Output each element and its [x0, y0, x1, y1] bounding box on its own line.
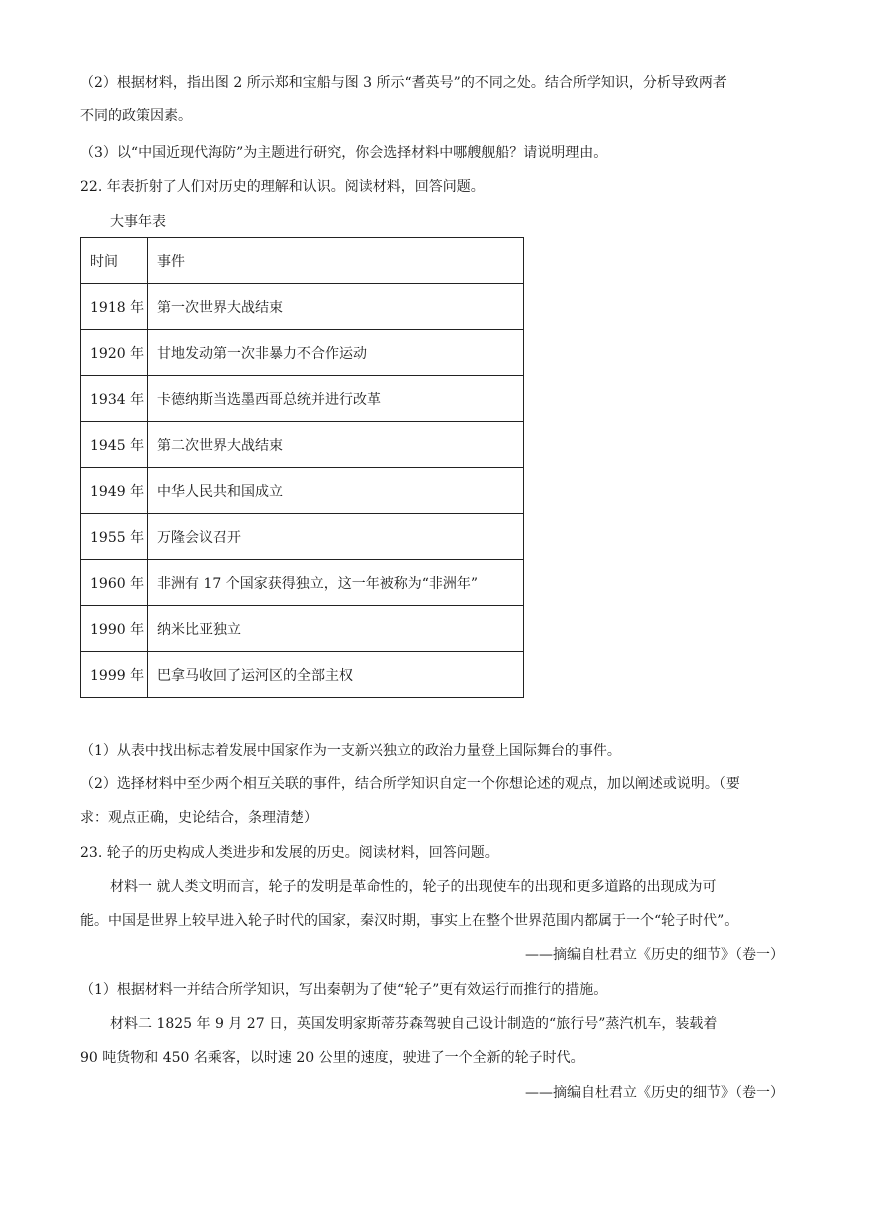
table-row	[81, 468, 524, 514]
table-header-row	[81, 238, 524, 284]
material1-source: ——摘编自杜君立《历史的细节》（卷一）	[525, 947, 784, 963]
q21-sub2-line2: 不同的政策因素。	[80, 108, 192, 124]
q22-intro: 22. 年表折射了人们对历史的理解和认识。阅读材料，回答问题。	[80, 179, 485, 195]
q22-sub2-line1: （2）选择材料中至少两个相互关联的事件，结合所学知识自定一个你想论述的观点，加以阐述或说明。（要	[80, 776, 740, 792]
row-year: 1999 年	[81, 652, 148, 698]
material2-line2: 90 吨货物和 450 名乘客，以时速 20 公里的速度，驶进了一个全新的轮子时代。	[80, 1050, 585, 1066]
row-year: 1960 年	[81, 560, 148, 606]
events-table	[80, 237, 524, 698]
table-row	[81, 422, 524, 468]
header-time: 时间	[81, 238, 148, 284]
material2-line1: 材料二 1825 年 9 月 27 日，英国发明家斯蒂芬森驾驶自己设计制造的“旅行号”蒸汽机车，装载着	[110, 1016, 718, 1032]
q22-sub1: （1）从表中找出标志着发展中国家作为一支新兴独立的政治力量登上国际舞台的事件。	[80, 743, 621, 759]
q23-sub1: （1）根据材料一并结合所学知识，写出秦朝为了使“轮子”更有效运行而推行的措施。	[80, 982, 608, 998]
row-event: 纳米比亚独立	[148, 606, 524, 652]
row-year: 1918 年	[81, 284, 148, 330]
material2-source: ——摘编自杜君立《历史的细节》（卷一）	[525, 1085, 784, 1101]
row-event: 甘地发动第一次非暴力不合作运动	[148, 330, 524, 376]
table-row	[81, 652, 524, 698]
material1-line2: 能。中国是世界上较早进入轮子时代的国家，秦汉时期，事实上在整个世界范围内都属于一个“轮子时代”。	[80, 913, 739, 929]
row-event: 巴拿马收回了运河区的全部主权	[148, 652, 524, 698]
row-event: 第二次世界大战结束	[148, 422, 524, 468]
header-event: 事件	[148, 238, 524, 284]
row-event: 万隆会议召开	[148, 514, 524, 560]
table-row	[81, 560, 524, 606]
row-event: 卡德纳斯当选墨西哥总统并进行改革	[148, 376, 524, 422]
table-row	[81, 376, 524, 422]
row-year: 1949 年	[81, 468, 148, 514]
row-year: 1920 年	[81, 330, 148, 376]
table-row	[81, 330, 524, 376]
q21-sub2-line1: （2）根据材料，指出图 2 所示郑和宝船与图 3 所示“耆英号”的不同之处。结合所学知识，分析导致两者	[80, 75, 727, 91]
row-year: 1934 年	[81, 376, 148, 422]
row-event: 第一次世界大战结束	[148, 284, 524, 330]
material1-line1: 材料一 就人类文明而言，轮子的发明是革命性的，轮子的出现使车的出现和更多道路的出现成为可	[110, 879, 717, 895]
q21-sub3: （3）以“中国近现代海防”为主题进行研究，你会选择材料中哪艘舰船？请说明理由。	[80, 145, 608, 161]
row-year: 1945 年	[81, 422, 148, 468]
q23-intro: 23. 轮子的历史构成人类进步和发展的历史。阅读材料，回答问题。	[80, 845, 499, 861]
table-row	[81, 606, 524, 652]
table-row	[81, 284, 524, 330]
row-event: 中华人民共和国成立	[148, 468, 524, 514]
q22-sub2-line2: 求：观点正确，史论结合，条理清楚）	[80, 810, 318, 826]
row-year: 1990 年	[81, 606, 148, 652]
row-event: 非洲有 17 个国家获得独立，这一年被称为“非洲年”	[148, 560, 524, 606]
row-year: 1955 年	[81, 514, 148, 560]
table-title: 大事年表	[110, 214, 166, 230]
table-row	[81, 514, 524, 560]
